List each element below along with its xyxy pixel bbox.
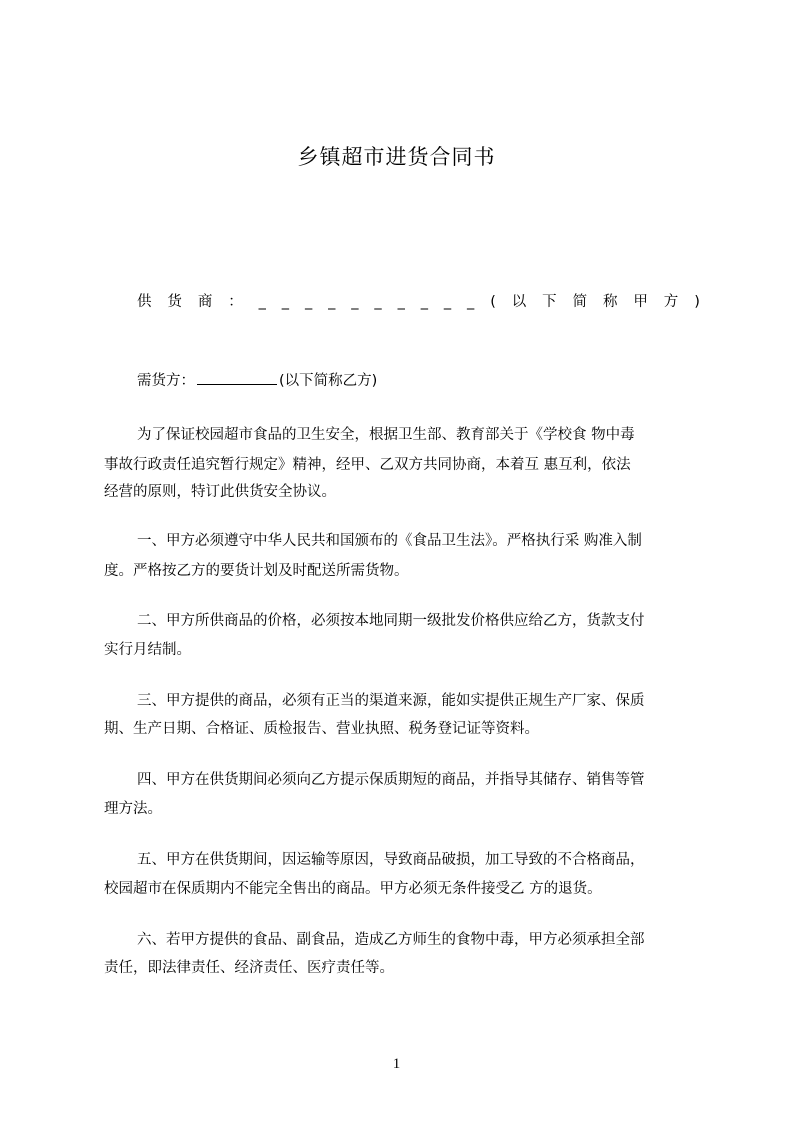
paragraph-line: 六、若甲方提供的食品、副食品，造成乙方师生的食物中毒，甲方必须承担全部 [137, 932, 645, 948]
supplier-char: ( [490, 294, 496, 310]
supplier-char: 甲 [633, 294, 648, 310]
supplier-blank: _ [328, 294, 336, 310]
paragraph-line: 理方法。 [104, 801, 162, 817]
supplier-blank: _ [443, 294, 452, 310]
supplier-char: 下 [542, 294, 557, 310]
paragraph-line: 经营的原则，特订此供货安全协议。 [104, 484, 336, 500]
paragraph-line: 一、甲方必须遵守中华人民共和国颁布的《食品卫生法》。严格执行采 购准入制 [137, 533, 642, 549]
paragraph-line: 责任，即法律责任、经济责任、医疗责任等。 [104, 960, 394, 976]
document-title: 乡镇超市进货合同书 [297, 145, 496, 169]
buyer-blank [197, 369, 277, 385]
supplier-blank: _ [374, 294, 382, 310]
paragraph-line: 度。严格按乙方的要货计划及时配送所需货物。 [104, 563, 409, 579]
supplier-blank: _ [258, 294, 266, 310]
buyer-note: (以下简称乙方) [279, 373, 378, 389]
supplier-char: 供 [137, 294, 152, 310]
paragraph-line: 四、甲方在供货期间必须向乙方提示保质期短的商品，并指导其储存、销售等管 [137, 772, 645, 788]
supplier-char: 称 [602, 294, 618, 310]
supplier-blank: _ [467, 294, 475, 310]
paragraph-line: 二、甲方所供商品的价格，必须按本地同期一级批发价格供应给乙方，货款支付 [137, 613, 645, 629]
supplier-blank: _ [281, 294, 290, 310]
paragraph-line: 五、甲方在供货期间，因运输等原因，导致商品破损，加工导致的不合格商品， [137, 852, 645, 868]
paragraph-line: 期、生产日期、合格证、质检报告、营业执照、税务登记证等资料。 [104, 721, 539, 737]
supplier-line [137, 287, 700, 317]
supplier-blank: _ [397, 294, 405, 310]
page-number: 1 [392, 1056, 401, 1072]
supplier-blank: _ [420, 294, 428, 310]
supplier-char: 货 [167, 294, 182, 310]
supplier-blank: _ [304, 294, 313, 310]
supplier-char: ： [228, 294, 243, 310]
paragraph-line: 三、甲方提供的商品，必须有正当的渠道来源，能如实提供正规生产厂家、保质 [137, 693, 645, 709]
supplier-blank: _ [351, 294, 359, 310]
supplier-char: 简 [572, 294, 588, 310]
paragraph-line: 校园超市在保质期内不能完全售出的商品。甲方必须无条件接受乙 方的退货。 [104, 881, 602, 897]
supplier-char: 以 [511, 294, 527, 310]
buyer-line [104, 366, 733, 396]
supplier-char: 方 [663, 294, 679, 310]
paragraph-line: 为了保证校园超市食品的卫生安全，根据卫生部、教育部关于《学校食 物中毒 [137, 427, 635, 443]
paragraph-line: 事故行政责任追究暂行规定》精神，经甲、乙双方共同协商，本着互 惠互利，依法 [104, 457, 631, 473]
supplier-char: 商 [197, 294, 213, 310]
supplier-char: ) [694, 294, 700, 310]
paragraph-line: 实行月结制。 [104, 642, 191, 658]
buyer-label: 需货方： [137, 373, 195, 389]
